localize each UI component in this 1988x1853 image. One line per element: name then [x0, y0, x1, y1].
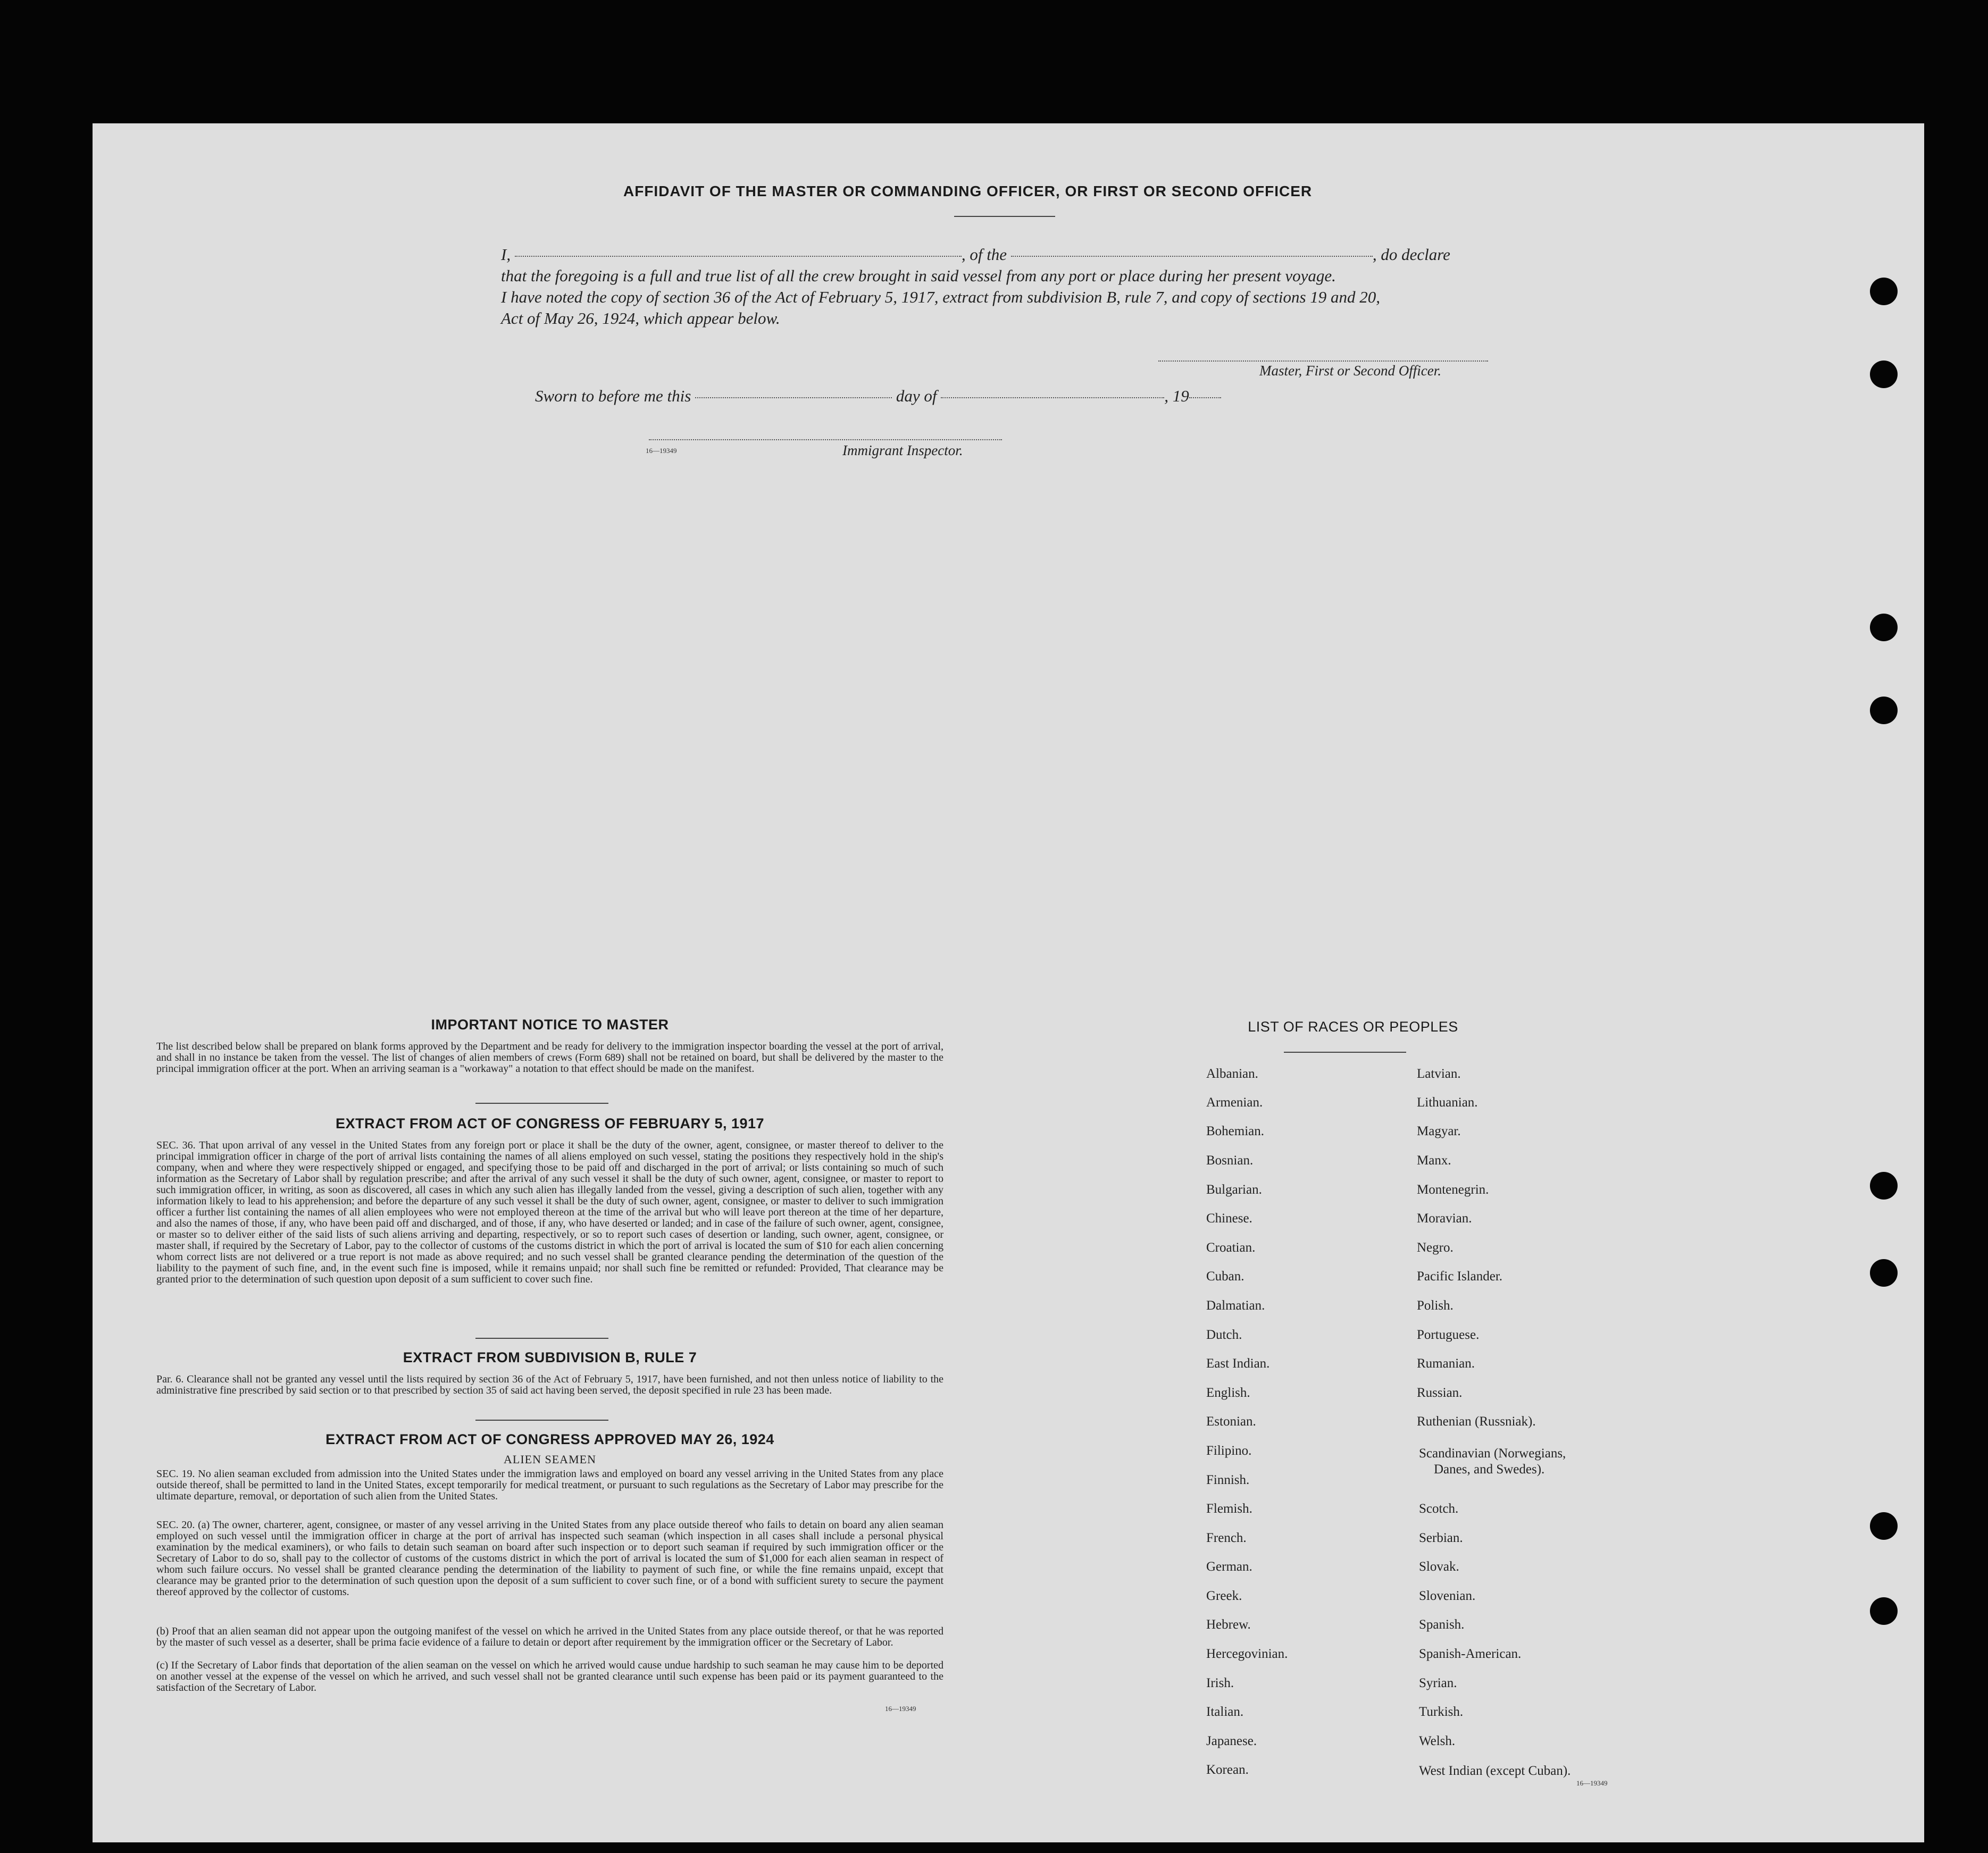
race-item: Turkish.	[1419, 1705, 1464, 1719]
race-item: Flemish.	[1206, 1502, 1252, 1516]
affidavit-line-1	[501, 244, 1602, 265]
punch-hole	[1870, 1259, 1898, 1287]
sworn-day-label: day of	[896, 387, 937, 405]
punch-hole	[1870, 697, 1898, 724]
punch-hole	[1870, 1512, 1898, 1540]
race-item: Scandinavian (Norwegians,	[1419, 1446, 1566, 1461]
master-signature-line[interactable]	[1158, 360, 1488, 362]
sworn-line	[535, 385, 1386, 407]
race-item: Italian.	[1206, 1705, 1244, 1719]
punch-hole	[1870, 1172, 1898, 1200]
race-item: Cuban.	[1206, 1269, 1244, 1284]
sworn-prefix: Sworn to before me this	[535, 387, 691, 405]
race-item: Irish.	[1206, 1676, 1234, 1690]
affidavit-title: AFFIDAVIT OF THE MASTER OR COMMANDING OFFICER, OR FIRST OR SECOND OFFICER	[623, 183, 1313, 199]
document-sheet	[93, 123, 1924, 1842]
races-divider	[1284, 1052, 1406, 1053]
race-item: Hebrew.	[1206, 1617, 1251, 1632]
races-form-number: 16—19349	[1576, 1779, 1608, 1787]
race-item: Finnish.	[1206, 1473, 1250, 1487]
section-divider	[475, 1338, 608, 1339]
race-item: French.	[1206, 1531, 1247, 1545]
notice-title: IMPORTANT NOTICE TO MASTER	[431, 1017, 669, 1033]
race-item: Dutch.	[1206, 1328, 1242, 1342]
race-item: West Indian (except Cuban).	[1419, 1764, 1571, 1778]
race-item: East Indian.	[1206, 1356, 1270, 1371]
vessel-blank[interactable]	[1011, 256, 1373, 257]
races-title: LIST OF RACES OR PEOPLES	[1248, 1019, 1458, 1035]
race-item: German.	[1206, 1559, 1252, 1574]
race-item: Greek.	[1206, 1589, 1242, 1603]
sworn-month-blank[interactable]	[941, 397, 1164, 398]
sworn-date-blank[interactable]	[695, 397, 892, 398]
sec20b-text: (b) Proof that an alien seaman did not appear upon the outgoing manifest of the vessel on which he arrived in the United States from any place outside thereof, or that he was reported by the master of such vessel as a deserter, shall be prima facie evidence of a failure to detain or deport after requirement by the immigration officer or the Secretary of Labor.	[156, 1625, 943, 1648]
section-divider	[475, 1103, 608, 1104]
race-item: Pacific Islander.	[1417, 1269, 1503, 1284]
race-item: Korean.	[1206, 1763, 1249, 1777]
race-item: Chinese.	[1206, 1211, 1252, 1226]
extract-1917-body: SEC. 36. That upon arrival of any vessel in the United States from any foreign port or place it shall be the duty of the owner, agent, consignee, or master thereof to deliver to the principal immigration officer in charge of the port of arrival lists containing the names of all aliens employed on such vessel, stating the positions they respectively hold in the ship's company, when and where they were respectively shipped or engaged, and specifying those to be paid off and discharged in the port of arrival; or lists containing so much of such information as the Secretary of Labor shall by regulation prescribe; and after the arrival of any such vessel it shall be the duty of such owner, agent, consignee, or master to report to such immigration officer, in writing, as soon as discovered, all cases in which any such alien has illegally landed from the vessel, giving a description of such alien, together with any information likely to lead to his apprehension; and before the departure of any such vessel it shall be the duty of such owner, agent, consignee, or master to deliver to such immigration officer a further list containing the names of all alien employees who were not employed thereon at the time of the arrival but who will leave port thereon at the time of her departure, and also the names of those, if any, who have been paid off and discharged, and of those, if any, who have deserted or landed; and in case of the failure of such owner, agent, consignee, or master so to deliver either of the said lists of such aliens arriving and departing, respectively, or so to report such cases of desertion or landing, such owner, agent, consignee, or master shall, if required by the Secretary of Labor, pay to the collector of customs of the customs district in which the port of arrival is located the sum of $10 for each alien concerning whom correct lists are not delivered or a true report is not made as above required; and no such vessel shall be granted clearance pending the determination of the question of the liability to the payment of such fine, and, in the event such fine is imposed, while it remains unpaid; nor shall such fine be remitted or refunded: Provided, That clearance may be granted prior to the determination of such question upon deposit of a sum sufficient to cover such fine.	[156, 1139, 943, 1285]
sworn-year-label: , 19	[1164, 387, 1189, 405]
sec20a-text: SEC. 20. (a) The owner, charterer, agent, consignee, or master of any vessel arriving in the United States from any place outside thereof who fails to detain on board any alien seaman employed on such vessel until the immigration officer in charge at the port of arrival has inspected such seaman (which inspection in all cases shall include a personal physical examination by the medical examiners), or who fails to detain such seaman on board after such inspection or to deport such seaman if required by such immigration officer or the Secretary of Labor to do so, shall pay to the collector of customs of the customs district in which the port of arrival is located the sum of $1,000 for each alien seaman in respect of whom such failure occurs. No vessel shall be granted clearance pending the determination of the liability to payment of such fine, or while the fine remains unpaid, except that clearance may be granted prior to the determination of such question upon the deposit of a sum sufficient to cover such fine, or of a bond with sufficient surety to secure the payment thereof approved by the collector of customs.	[156, 1519, 943, 1598]
sec20c-text: (c) If the Secretary of Labor finds that deportation of the alien seaman on the vessel on which he arrived would cause undue hardship to such seaman he may cause him to be deported on another vessel at the expense of the vessel on which he arrived, and such vessel shall not be granted clearance until such expense has been paid or its payment guaranteed to the satisfaction of the Secretary of Labor.	[156, 1659, 943, 1693]
race-item: Latvian.	[1417, 1067, 1461, 1081]
race-item: Albanian.	[1206, 1067, 1258, 1081]
race-item: Estonian.	[1206, 1414, 1256, 1429]
race-item: Hercegovinian.	[1206, 1647, 1288, 1661]
race-item: Welsh.	[1419, 1734, 1456, 1748]
punch-hole	[1870, 278, 1898, 305]
sec19-text: SEC. 19. No alien seaman excluded from admission into the United States under the immigration laws and employed on board any vessel arriving in the United States from any place outside thereof, shall be permitted to land in the United States, except temporarily for medical treatment, or pursuant to such regulations as the Secretary of Labor may prescribe for the ultimate departure, removal, or deportation of such alien from the United States.	[156, 1468, 943, 1502]
section-divider	[475, 1420, 608, 1421]
race-item: Serbian.	[1419, 1531, 1463, 1545]
race-item: Syrian.	[1419, 1676, 1457, 1690]
extract-1917-title: EXTRACT FROM ACT OF CONGRESS OF FEBRUARY 5, 1917	[335, 1116, 765, 1131]
race-item: Ruthenian (Russniak).	[1417, 1414, 1536, 1429]
title-divider	[954, 216, 1055, 217]
race-item: Bosnian.	[1206, 1153, 1254, 1168]
race-item: Spanish-American.	[1419, 1647, 1522, 1661]
race-item: Dalmatian.	[1206, 1298, 1265, 1313]
race-item: Slovak.	[1419, 1559, 1459, 1574]
race-item: Lithuanian.	[1417, 1095, 1478, 1110]
race-item: Slovenian.	[1419, 1589, 1476, 1603]
race-item: Moravian.	[1417, 1211, 1472, 1226]
race-item: Magyar.	[1417, 1124, 1461, 1138]
inspector-caption: Immigrant Inspector.	[842, 442, 963, 458]
race-item: Armenian.	[1206, 1095, 1263, 1110]
affidavit-i: I,	[501, 245, 511, 264]
affidavit-line-3: I have noted the copy of section 36 of the Act of February 5, 1917, extract from subdivision B, rule 7, and copy of sections 19 and 20,	[501, 288, 1381, 306]
race-item: Portuguese.	[1417, 1328, 1480, 1342]
sworn-year-blank[interactable]	[1189, 397, 1221, 398]
extract-form-number: 16—19349	[885, 1705, 916, 1713]
extract-1924-title: EXTRACT FROM ACT OF CONGRESS APPROVED MAY 26, 1924	[325, 1431, 774, 1447]
affidavit-of-the: , of the	[961, 245, 1007, 264]
name-blank[interactable]	[515, 256, 962, 257]
race-item: Bulgarian.	[1206, 1183, 1262, 1197]
race-item: Scotch.	[1419, 1502, 1459, 1516]
notice-body: The list described below shall be prepared on blank forms approved by the Department and be ready for delivery to the immigration inspector boarding the vessel at the port of arrival, and shall in no instance be taken from the vessel. The list of changes of alien members of crews (Form 689) shall not be retained on board, but shall be delivered by the master to the principal immigration officer at the port. When an arriving seaman is a "workaway" a notation to that effect should be made on the manifest.	[156, 1041, 943, 1075]
inspector-signature-line[interactable]	[649, 439, 1002, 440]
punch-hole	[1870, 614, 1898, 641]
punch-hole	[1870, 1597, 1898, 1625]
race-item: Japanese.	[1206, 1734, 1257, 1748]
race-item: Bohemian.	[1206, 1124, 1265, 1138]
race-item: English.	[1206, 1386, 1250, 1400]
race-item: Montenegrin.	[1417, 1183, 1489, 1197]
race-item: Spanish.	[1419, 1617, 1465, 1632]
race-item: Croatian.	[1206, 1240, 1256, 1255]
race-item: Polish.	[1417, 1298, 1454, 1313]
alien-seamen-subtitle: ALIEN SEAMEN	[504, 1453, 596, 1466]
race-item: Rumanian.	[1417, 1356, 1475, 1371]
race-item: Russian.	[1417, 1386, 1463, 1400]
affidavit-declare: , do declare	[1372, 245, 1450, 264]
race-item-continuation: Danes, and Swedes).	[1434, 1462, 1545, 1477]
race-item: Filipino.	[1206, 1444, 1252, 1458]
affidavit-line-2: that the foregoing is a full and true list of all the crew brought in said vessel from any port or place during her present voyage.	[501, 266, 1336, 285]
punch-hole	[1870, 360, 1898, 388]
race-item: Manx.	[1417, 1153, 1451, 1168]
affidavit-line-4: Act of May 26, 1924, which appear below.	[501, 309, 780, 328]
subdivision-b-body: Par. 6. Clearance shall not be granted any vessel until the lists required by section 36 of the Act of February 5, 1917, have been furnished, and not then unless notice of liability to the administrative fine prescribed by said section or to that prescribed by section 35 of said act having been served, the deposit specified in rule 23 has been made.	[156, 1373, 943, 1396]
subdivision-b-title: EXTRACT FROM SUBDIVISION B, RULE 7	[403, 1349, 697, 1365]
master-caption: Master, First or Second Officer.	[1259, 363, 1441, 379]
race-item: Negro.	[1417, 1240, 1454, 1255]
affidavit-form-number: 16—19349	[646, 447, 677, 455]
